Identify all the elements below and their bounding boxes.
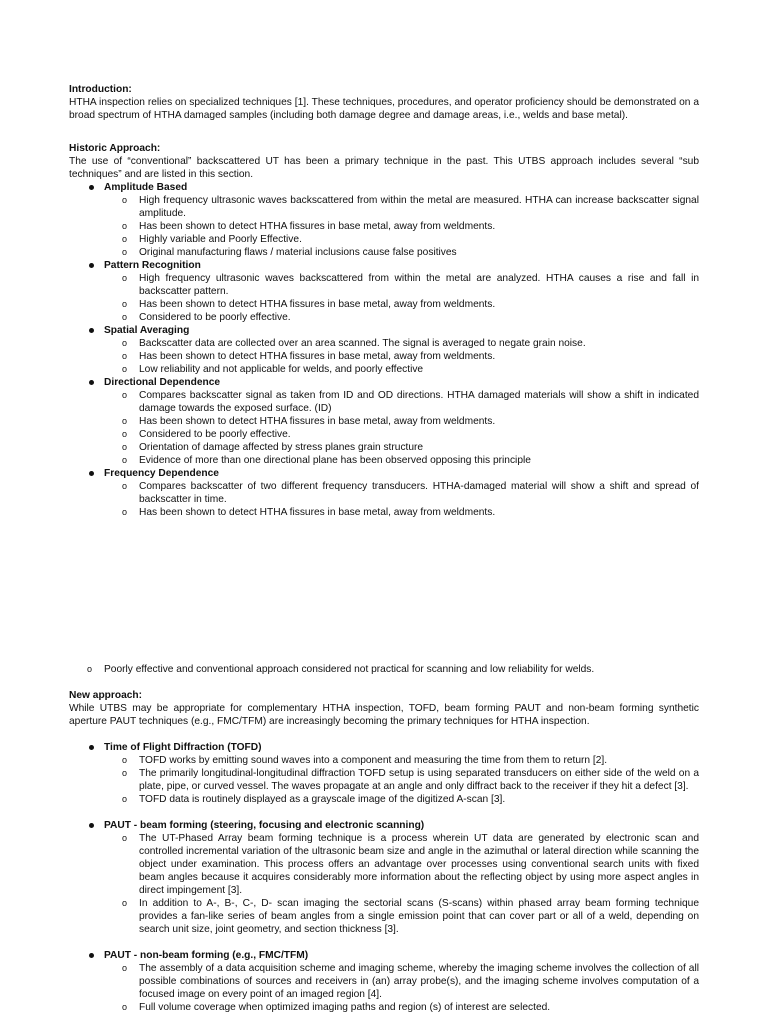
bullet-dot-icon [89,263,94,268]
circle-bullet-icon: o [122,195,128,205]
technique-detail-list [104,337,699,376]
technique-label: Frequency Dependence [104,468,219,479]
circle-bullet-icon: o [122,221,128,231]
circle-bullet-icon: o [122,351,128,361]
new-technique-list [69,741,699,1014]
circle-bullet-icon: o [122,794,128,804]
new-approach-text: While UTBS may be appropriate for complementary HTHA inspection, TOFD, beam forming PAUT and non-beam forming synthetic aperture PAUT techniques (e.g., FMC/TFM) are increasingly becoming the primary techniques for HTHA inspection. [69,703,699,727]
circle-bullet-icon: o [122,364,128,374]
technique-detail-text: The assembly of a data acquisition scheme and imaging scheme, whereby the imaging scheme involves the collection of all possible combinations of sources and receivers in (an) array probe(s), and the imaging scheme involves computation of a focused image on every point of an imaged region [4]. [139,963,699,1000]
circle-bullet-icon: o [122,234,128,244]
trailing-sub-text: Poorly effective and conventional approach considered not practical for scanning and low reliability for welds. [104,664,595,675]
technique-label: Time of Flight Diffraction (TOFD) [104,742,262,753]
bullet-dot-icon [89,185,94,190]
circle-bullet-icon: o [122,338,128,348]
historic-technique-list [69,181,699,519]
bullet-dot-icon [89,745,94,750]
technique-detail-item [104,350,699,363]
bullet-dot-icon [89,953,94,958]
technique-detail-text: TOFD works by emitting sound waves into a component and measuring the time from them to return [2]. [139,755,608,766]
technique-detail-item [104,897,699,936]
historic-trailing-section [69,663,699,676]
technique-detail-text: High frequency ultrasonic waves backscattered from within the metal are measured. HTHA can increase backscatter signal amplitude. [139,195,699,219]
technique-detail-item [104,793,699,806]
circle-bullet-icon: o [122,429,128,439]
technique-item [69,181,699,259]
technique-detail-text: High frequency ultrasonic waves backscattered from within the metal are analyzed. HTHA causes a rise and fall in backscatter pattern. [139,273,699,297]
technique-detail-item [104,220,699,233]
technique-detail-item [104,428,699,441]
introduction-heading: Introduction: [69,84,132,95]
technique-detail-text: Backscatter data are collected over an area scanned. The signal is averaged to negate grain noise. [139,338,586,349]
technique-detail-item [104,337,699,350]
technique-detail-item [104,194,699,220]
technique-detail-text: The primarily longitudinal-longitudinal diffraction TOFD setup is using separated transducers on either side of the weld on a plate, pipe, or curved vessel. The waves propagate at an angle and only diffract back to the receiver if they hit a defect [3]. [139,768,699,792]
technique-detail-text: Has been shown to detect HTHA fissures in base metal, away from weldments. [139,416,496,427]
technique-detail-text: Original manufacturing flaws / material inclusions cause false positives [139,247,457,258]
new-approach-section [69,689,699,1014]
technique-detail-text: Has been shown to detect HTHA fissures in base metal, away from weldments. [139,351,496,362]
technique-detail-item [104,311,699,324]
technique-detail-item [104,1001,699,1014]
technique-label: PAUT - beam forming (steering, focusing and electronic scanning) [104,820,425,831]
technique-item [69,467,699,519]
circle-bullet-icon: o [87,664,93,674]
technique-item [69,949,699,1014]
technique-detail-text: Considered to be poorly effective. [139,312,291,323]
technique-detail-item [104,480,699,506]
historic-approach-heading: Historic Approach: [69,143,161,154]
circle-bullet-icon: o [122,312,128,322]
technique-item [69,324,699,376]
introduction-text: HTHA inspection relies on specialized techniques [1]. These techniques, procedures, and operator proficiency should be demonstrated on a broad spectrum of HTHA damaged samples (including both damage degree and damage areas, i.e., welds and base metal). [69,97,699,121]
introduction-section [69,83,699,122]
circle-bullet-icon: o [122,299,128,309]
circle-bullet-icon: o [122,507,128,517]
technique-label: Directional Dependence [104,377,221,388]
circle-bullet-icon: o [122,768,128,778]
technique-detail-text: Considered to be poorly effective. [139,429,291,440]
technique-item [69,376,699,467]
technique-detail-list [104,194,699,259]
technique-detail-item [104,363,699,376]
circle-bullet-icon: o [122,247,128,257]
technique-detail-text: In addition to A-, B-, C-, D- scan imaging the sectorial scans (S-scans) within phased array beam forming technique provides a fan-like series of beam angles from a single emission point that can cover part or all of a weld, depending on search unit size, joint geometry, and section thickness [3]. [139,898,699,935]
circle-bullet-icon: o [122,1002,128,1012]
technique-label: PAUT - non-beam forming (e.g., FMC/TFM) [104,950,309,961]
historic-approach-text: The use of “conventional” backscattered UT has been a primary technique in the past. This UTBS approach includes several “sub techniques” and are listed in this section. [69,156,699,180]
circle-bullet-icon: o [122,481,128,491]
technique-detail-text: Compares backscatter signal as taken from ID and OD directions. HTHA damaged materials will show a shift in indicated damage towards the exposed surface. (ID) [139,390,699,414]
technique-detail-item [104,754,699,767]
technique-detail-item [104,454,699,467]
technique-label: Spatial Averaging [104,325,190,336]
technique-detail-item [104,233,699,246]
technique-detail-item [104,962,699,1001]
technique-detail-text: Has been shown to detect HTHA fissures in base metal, away from weldments. [139,507,496,518]
bullet-dot-icon [89,823,94,828]
technique-item [69,741,699,806]
technique-detail-item [104,832,699,897]
trailing-sub-item [69,663,699,676]
technique-detail-text: Evidence of more than one directional plane has been observed opposing this principle [139,455,531,466]
technique-detail-text: Has been shown to detect HTHA fissures in base metal, away from weldments. [139,299,496,310]
circle-bullet-icon: o [122,442,128,452]
technique-detail-text: Highly variable and Poorly Effective. [139,234,302,245]
technique-detail-text: Compares backscatter of two different frequency transducers. HTHA-damaged material will show a shift and spread of backscatter in time. [139,481,699,505]
technique-detail-list [104,480,699,519]
technique-detail-text: Has been shown to detect HTHA fissures in base metal, away from weldments. [139,221,496,232]
bullet-dot-icon [89,380,94,385]
technique-detail-item [104,506,699,519]
technique-label: Amplitude Based [104,182,188,193]
bullet-dot-icon [89,471,94,476]
circle-bullet-icon: o [122,455,128,465]
circle-bullet-icon: o [122,898,128,908]
technique-detail-list [104,754,699,806]
technique-item [69,819,699,936]
technique-detail-text: TOFD data is routinely displayed as a grayscale image of the digitized A-scan [3]. [139,794,506,805]
circle-bullet-icon: o [122,390,128,400]
technique-detail-list [104,962,699,1014]
circle-bullet-icon: o [122,833,128,843]
technique-detail-text: The UT-Phased Array beam forming technique is a process wherein UT data are generated by electronic scan and controlled incremental variation of the ultrasonic beam size and angle in the azimuthal or lateral direction while scanning the object under examination. This process offers an advantage over processes using conventional search units with fixed beam angles because it acquires considerably more information about the reflecting object by using more aspect angles in direct impingement [3]. [139,833,699,896]
technique-item [69,259,699,324]
technique-detail-text: Low reliability and not applicable for welds, and poorly effective [139,364,424,375]
technique-detail-item [104,415,699,428]
bullet-dot-icon [89,328,94,333]
technique-detail-item [104,389,699,415]
technique-detail-text: Orientation of damage affected by stress planes grain structure [139,442,424,453]
technique-detail-list [104,832,699,936]
circle-bullet-icon: o [122,755,128,765]
technique-detail-list [104,389,699,467]
circle-bullet-icon: o [122,963,128,973]
technique-detail-item [104,272,699,298]
technique-detail-text: Full volume coverage when optimized imaging paths and region (s) of interest are selected. [139,1002,551,1013]
technique-detail-item [104,767,699,793]
historic-approach-section [69,142,699,519]
technique-detail-item [104,246,699,259]
circle-bullet-icon: o [122,273,128,283]
technique-detail-list [104,272,699,324]
new-approach-heading: New approach: [69,690,143,701]
technique-detail-item [104,298,699,311]
circle-bullet-icon: o [122,416,128,426]
technique-label: Pattern Recognition [104,260,201,271]
technique-detail-item [104,441,699,454]
